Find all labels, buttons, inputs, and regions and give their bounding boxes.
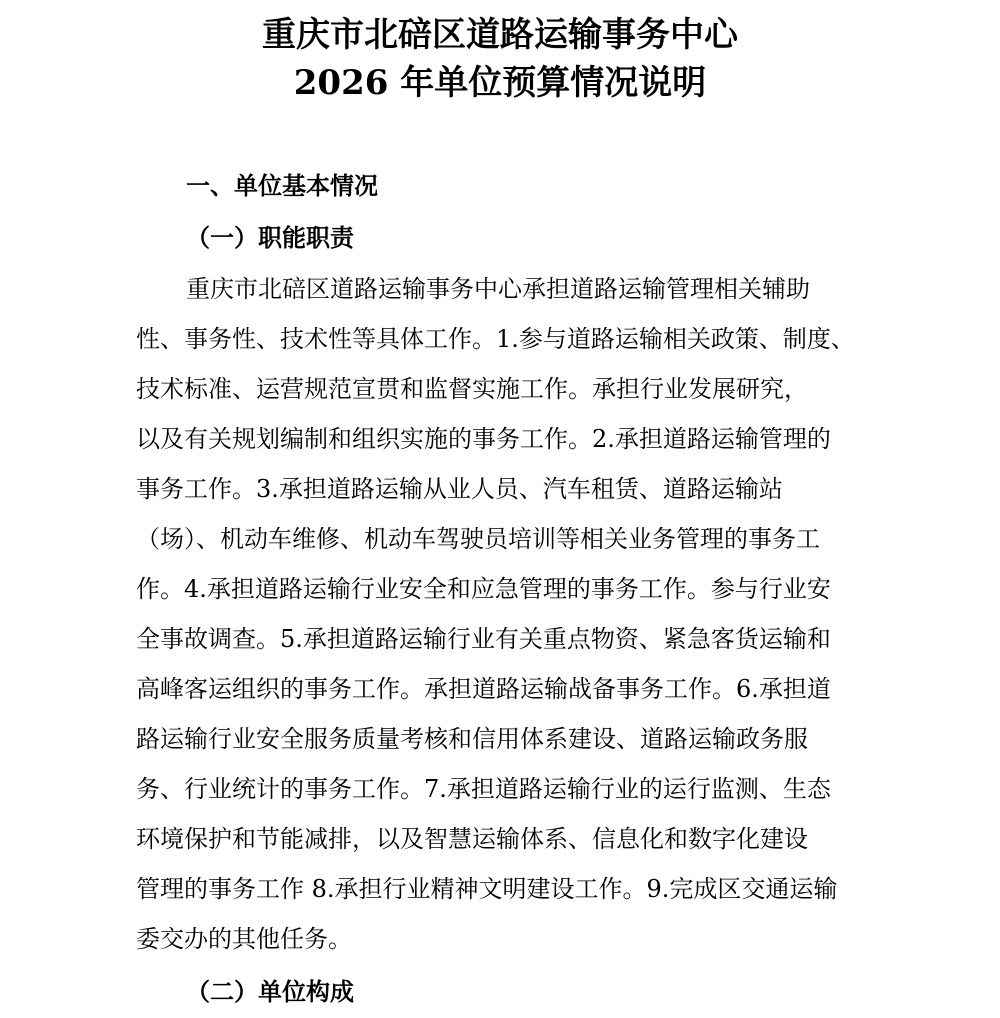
paragraph-line: 性、事务性、技术性等具体工作。1.参与道路运输相关政策、制度、 <box>136 325 855 353</box>
paragraph-line: 技术标准、运营规范宣贯和监督实施工作。承担行业发展研究， <box>136 375 808 403</box>
paragraph-line: （场）、机动车维修、机动车驾驶员培训等相关业务管理的事务工 <box>136 525 820 553</box>
functions-paragraph <box>136 266 896 966</box>
section-heading-basic-info: 一、单位基本情况 <box>186 171 378 200</box>
paragraph-line: 全事故调查。5.承担道路运输行业有关重点物资、紧急客货运输和 <box>136 625 831 653</box>
document-title-line1: 重庆市北碚区道路运输事务中心 <box>262 15 738 55</box>
paragraph-line: 务、行业统计的事务工作。7.承担道路运输行业的运行监测、生态 <box>136 775 831 803</box>
paragraph-line: 高峰客运组织的事务工作。承担道路运输战备事务工作。6.承担道 <box>136 675 831 703</box>
paragraph-line: 路运输行业安全服务质量考核和信用体系建设、道路运输政务服 <box>136 725 808 753</box>
document-title-line2: 2026 年单位预算情况说明 <box>293 63 707 103</box>
paragraph-line: 作。4.承担道路运输行业安全和应急管理的事务工作。参与行业安 <box>136 575 831 603</box>
subsection-heading-functions: （一）职能职责 <box>186 223 354 252</box>
paragraph-line: 事务工作。3.承担道路运输从业人员、汽车租赁、道路运输站 <box>136 475 783 503</box>
subsection-heading-composition: （二）单位构成 <box>186 977 354 1006</box>
paragraph-line: 委交办的其他任务。 <box>136 925 352 953</box>
paragraph-line: 重庆市北碚区道路运输事务中心承担道路运输管理相关辅助 <box>186 275 810 303</box>
paragraph-line: 以及有关规划编制和组织实施的事务工作。2.承担道路运输管理的 <box>136 425 831 453</box>
paragraph-line: 管理的事务工作 8.承担行业精神文明建设工作。9.完成区交通运输 <box>136 875 838 903</box>
paragraph-line: 环境保护和节能减排，以及智慧运输体系、信息化和数字化建设 <box>136 825 808 853</box>
